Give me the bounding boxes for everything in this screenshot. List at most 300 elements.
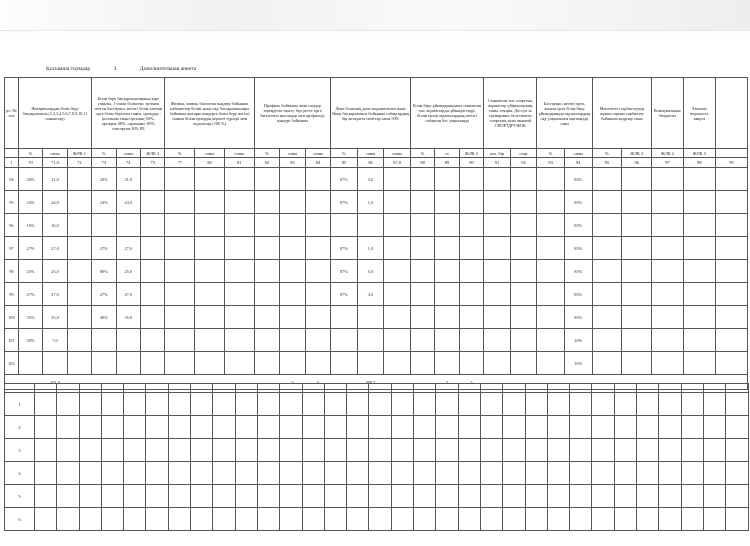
lower-cell [458,462,480,485]
units-cell: % [92,149,116,158]
empty-cell [622,352,652,375]
lower-cell [79,462,101,485]
empty-cell [484,283,511,306]
empty-cell [254,214,280,237]
empty-cell [67,191,91,214]
units-cell: ЖЛК 2 [652,149,684,158]
empty-cell [67,283,91,306]
column-number-cell: 87,0 [384,158,411,168]
empty-cell [622,168,652,191]
empty-cell [459,260,483,283]
lower-cell [703,462,725,485]
empty-cell [510,237,537,260]
cell-p1: 25% [18,260,42,283]
lower-header-cell [391,384,413,393]
lower-header-cell [414,384,436,393]
lower-row [5,508,749,531]
empty-cell [683,352,715,375]
lower-cell [570,439,592,462]
lower-cell [480,508,502,531]
empty-cell [305,283,331,306]
lower-cell [257,416,279,439]
empty-cell [280,352,306,375]
empty-cell [715,214,747,237]
table-row [5,168,748,191]
cell-p1: 27% [18,237,42,260]
empty-cell [195,283,225,306]
header-c3: Физика, химия, биология пәндері бойынша кабинеттер білімі және оқу бағдарламалары бойынша жоғары пәндерге білім беру негізгі сынып білімгерлердің керекті түрлері мен оқушылар (100 %) [165,78,254,149]
lower-cell [525,439,547,462]
lower-cell [592,416,614,439]
lower-cell [57,416,79,439]
empty-cell [165,283,195,306]
empty-cell [592,283,622,306]
empty-cell [410,306,434,329]
empty-cell [715,329,747,352]
lower-cell [570,462,592,485]
empty-cell [195,214,225,237]
lower-cell [168,485,190,508]
lower-cell [302,393,324,416]
cell-p2: 24% [92,191,116,214]
lower-cell [637,508,659,531]
caption-1: Қосымша толмдар [46,66,91,72]
lower-cell [681,416,703,439]
empty-cell [435,168,459,191]
empty-cell [459,237,483,260]
empty-cell [67,329,91,352]
lower-cell [614,416,636,439]
lower-cell [547,416,569,439]
lower-cell [168,462,190,485]
lower-cell [391,485,413,508]
empty-cell [195,237,225,260]
lower-cell [369,508,391,531]
lower-cell [369,439,391,462]
column-number-cell: 74 [116,158,140,168]
lower-cell [547,393,569,416]
empty-cell [435,214,459,237]
empty-cell [510,352,537,375]
lower-cell [213,508,235,531]
cell-v1: 21,0 [43,168,67,191]
lower-cell [659,416,681,439]
lower-cell [257,485,279,508]
empty-cell [484,237,511,260]
lower-cell [124,393,146,416]
empty-cell [537,214,565,237]
lower-cell [35,439,57,462]
cell-v1: 7,0 [43,329,67,352]
empty-cell [305,352,331,375]
empty-cell [715,352,747,375]
total-t5: 5 [435,375,459,390]
empty-cell [510,329,537,352]
header-c11: Автомат, ведомость кварта [683,78,715,149]
empty-cell [715,168,747,191]
row-number: 95 [5,191,19,214]
empty-cell [622,329,652,352]
cell-v2 [116,329,140,352]
empty-cell [537,168,565,191]
empty-cell [683,214,715,237]
units-cell: саны [43,149,67,158]
lower-cell [614,393,636,416]
lower-header-cell [681,384,703,393]
cell-p9: 10% [564,352,592,375]
lower-row-number: 5 [5,485,35,508]
lower-cell [703,508,725,531]
main-table [4,72,748,390]
cell-v5 [357,352,384,375]
column-number-cell: 80 [195,158,225,168]
units-cell: сомы [224,149,254,158]
empty-cell [592,168,622,191]
empty-cell [224,260,254,283]
lower-cell [414,393,436,416]
cell-v1: 27,0 [43,237,67,260]
lower-cell [480,416,502,439]
empty-cell [537,191,565,214]
lower-row [5,393,749,416]
lower-cell [168,393,190,416]
lower-cell [57,439,79,462]
lower-cell [458,508,480,531]
lower-cell [637,393,659,416]
column-number-cell: 81 [224,158,254,168]
column-number-cell: 70 [18,158,42,168]
column-number-cell: 72 [67,158,91,168]
lower-cell [703,416,725,439]
empty-cell [384,260,411,283]
lower-cell [302,416,324,439]
empty-cell [652,214,684,237]
empty-cell [165,191,195,214]
header-c9: Мектептегі тәрбиелеудің жұмыстарына тәрбиелеу бойынша кадрлар саны [592,78,652,149]
lower-cell [35,508,57,531]
empty-cell [384,306,411,329]
lower-cell [235,462,257,485]
units-cell: ЖЛК 1 [67,149,91,158]
lower-cell [369,393,391,416]
empty-cell [410,214,434,237]
column-number-cell: 86 [357,158,384,168]
empty-cell [384,237,411,260]
cell-p1: 35% [18,306,42,329]
cell-p5: 87% [331,283,358,306]
table-row [5,283,748,306]
empty-cell [224,329,254,352]
column-number-cell: 82 [254,158,280,168]
empty-cell [537,306,565,329]
table-row [5,214,748,237]
lower-header-cell [436,384,458,393]
empty-cell [459,306,483,329]
empty-cell [254,168,280,191]
empty-cell [195,352,225,375]
cell-p5: 87% [331,260,358,283]
units-cell: саны [357,149,384,158]
empty-cell [224,283,254,306]
header-c1: Жоғарғылардан білім беру бағдарламасы (1,2,3,4,5,6,7,8,9,10,11 сыныптар) [18,78,91,149]
lower-cell [124,439,146,462]
empty-cell [484,329,511,352]
column-numbers-row [5,158,748,168]
empty-cell [195,329,225,352]
cell-p5 [331,329,358,352]
lower-cell [35,393,57,416]
total-t6: 5 [459,375,483,390]
cell-p2 [92,352,116,375]
cell-p9: 10% [564,329,592,352]
empty-cell [592,237,622,260]
cell-p2: 40% [92,306,116,329]
lower-cell [146,393,168,416]
cell-v5: 3,0 [357,168,384,191]
units-cell: соңғ [510,149,537,158]
empty-cell [652,237,684,260]
row-number: 100 [5,306,19,329]
empty-cell [484,260,511,283]
cell-p9: 83% [564,191,592,214]
lower-cell [592,508,614,531]
empty-cell [141,283,165,306]
row-number: 96 [5,214,19,237]
empty-cell [254,260,280,283]
empty-cell [435,237,459,260]
lower-cell [503,508,525,531]
cell-p9: 83% [564,237,592,260]
lower-cell [168,439,190,462]
lower-header-row [5,384,749,393]
empty-cell [510,214,537,237]
lower-cell [347,485,369,508]
lower-header-cell [614,384,636,393]
lower-cell [213,416,235,439]
lower-cell [235,508,257,531]
empty-cell [280,283,306,306]
lower-cell [414,416,436,439]
lower-cell [302,462,324,485]
lower-cell [703,393,725,416]
lower-cell [614,462,636,485]
row-number: 94 [5,168,19,191]
lower-cell [525,508,547,531]
lower-cell [480,462,502,485]
lower-cell [324,416,346,439]
header-c7: Сыныптан тыс спорттық жұмыстар үйірмелерінің саны, секция, Доступ за тренировки белгіленген спорттық залы занятий СПОРТДРУЖОК [484,78,537,149]
lower-cell [347,462,369,485]
lower-cell [436,508,458,531]
units-cell: ЖЛК 2 [141,149,165,158]
column-number-cell: 91 [484,158,511,168]
lower-cell [659,485,681,508]
lower-header-cell [280,384,302,393]
lower-cell [191,485,213,508]
lower-cell [480,485,502,508]
empty-cell [510,260,537,283]
cell-v2 [116,352,140,375]
empty-cell [537,260,565,283]
lower-header-cell [324,384,346,393]
empty-cell [435,283,459,306]
cell-v2: 27,0 [116,283,140,306]
lower-cell [414,485,436,508]
lower-cell [347,508,369,531]
lower-cell [726,485,748,508]
empty-cell [592,260,622,283]
empty-cell [592,214,622,237]
column-number-cell: 96 [622,158,652,168]
lower-header-cell [726,384,748,393]
empty-cell [510,168,537,191]
lower-cell [458,393,480,416]
empty-cell [305,237,331,260]
lower-cell [681,439,703,462]
lower-cell [213,393,235,416]
lower-cell [391,416,413,439]
cell-p2: 20% [92,168,116,191]
empty-cell [537,329,565,352]
lower-cell [257,393,279,416]
lower-cell [280,416,302,439]
lower-cell [235,416,257,439]
lower-cell [191,416,213,439]
lower-cell [280,485,302,508]
lower-header-cell [257,384,279,393]
cell-v5: 4,0 [357,283,384,306]
lower-cell [391,508,413,531]
empty-cell [141,306,165,329]
units-cell: ЖЛК 2 [459,149,483,158]
empty-cell [67,306,91,329]
lower-header-cell [525,384,547,393]
lower-header-cell [168,384,190,393]
lower-cell [57,462,79,485]
empty-cell [141,352,165,375]
units-cell: % [254,149,280,158]
table-row [5,191,748,214]
lower-cell [592,462,614,485]
lower-cell [681,508,703,531]
empty-cell [683,191,715,214]
empty-cell [224,306,254,329]
cell-v2: 35,0 [116,306,140,329]
empty-cell [510,306,537,329]
empty-cell [141,168,165,191]
lower-header-cell [503,384,525,393]
lower-cell [726,416,748,439]
empty-cell [652,191,684,214]
empty-cell [459,168,483,191]
header-c5: Дене білімінің дене мәдениетінен және Өнер бағдарламасы бойынша сабақтардың бір аптадағы сағаттар саны 50% [331,78,411,149]
lower-cell [592,485,614,508]
cell-p5: 87% [331,237,358,260]
column-number-cell: 84 [305,158,331,168]
units-cell: саны [195,149,225,158]
empty-cell [280,329,306,352]
lower-header-cell [235,384,257,393]
lower-cell [637,485,659,508]
lower-cell [681,462,703,485]
header-c6: Білім беру ұйымдарындағы сыныптан тыс жұмыстарды ұйымдастыру, білімгерлер оқушылардың негізгі сабақтан бос уақытында [410,78,483,149]
empty-cell [195,191,225,214]
units-cell-blank [715,149,747,158]
empty-cell [410,237,434,260]
lower-cell [681,393,703,416]
units-cell: ЖЛК 3 [683,149,715,158]
lower-cell [101,439,123,462]
lower-cell [57,485,79,508]
empty-cell [435,352,459,375]
caption-3: Дополнительная анкета [139,66,197,72]
empty-cell [592,352,622,375]
empty-cell [305,306,331,329]
empty-cell [224,168,254,191]
units-cell: ЖЛК 2 [622,149,652,158]
empty-cell [141,260,165,283]
lower-cell [726,393,748,416]
empty-cell [410,191,434,214]
lower-cell [659,508,681,531]
empty-cell [280,260,306,283]
lower-cell [480,393,502,416]
lower-cell [191,439,213,462]
lower-cell [458,416,480,439]
lower-cell [347,439,369,462]
total-t3: 0 [305,375,331,390]
empty-cell [459,329,483,352]
lower-cell [324,508,346,531]
lower-row [5,462,749,485]
lower-cell [614,439,636,462]
empty-cell [537,352,565,375]
empty-cell [384,214,411,237]
empty-cell [384,352,411,375]
cell-p5 [331,306,358,329]
empty-cell [652,168,684,191]
empty-cell [510,283,537,306]
empty-cell [195,168,225,191]
empty-cell [224,352,254,375]
lower-row-number: 3 [5,439,35,462]
lower-cell [458,485,480,508]
empty-cell [592,191,622,214]
empty-cell [141,191,165,214]
lower-cell [458,439,480,462]
lower-cell [503,485,525,508]
lower-cell [168,416,190,439]
column-number-cell: 89 [435,158,459,168]
lower-cell [280,462,302,485]
units-cell: ст [435,149,459,158]
lower-cell [592,393,614,416]
cell-p5 [331,214,358,237]
lower-cell [525,416,547,439]
header-c2: Білім беру бағдарламаларына кіре уақыты, 1-сінші білімгенс тұтімен игеген бастауыш, негізгі білім алатын орта білім берілген таңғы, іргеңдер - қосымша таңы орталық-50%, ортаңғы-40%, сараманы -85% сенсортан-30% РБ [92,78,165,149]
empty-cell [165,168,195,191]
column-number-cell: 90 [459,158,483,168]
cell-p1 [18,352,42,375]
lower-cell [681,485,703,508]
row-number: 97 [5,237,19,260]
empty-cell [280,237,306,260]
cell-p1: 20% [18,168,42,191]
lower-cell [659,462,681,485]
lower-row-number: 1 [5,393,35,416]
cell-p9: 83% [564,260,592,283]
empty-cell [410,260,434,283]
